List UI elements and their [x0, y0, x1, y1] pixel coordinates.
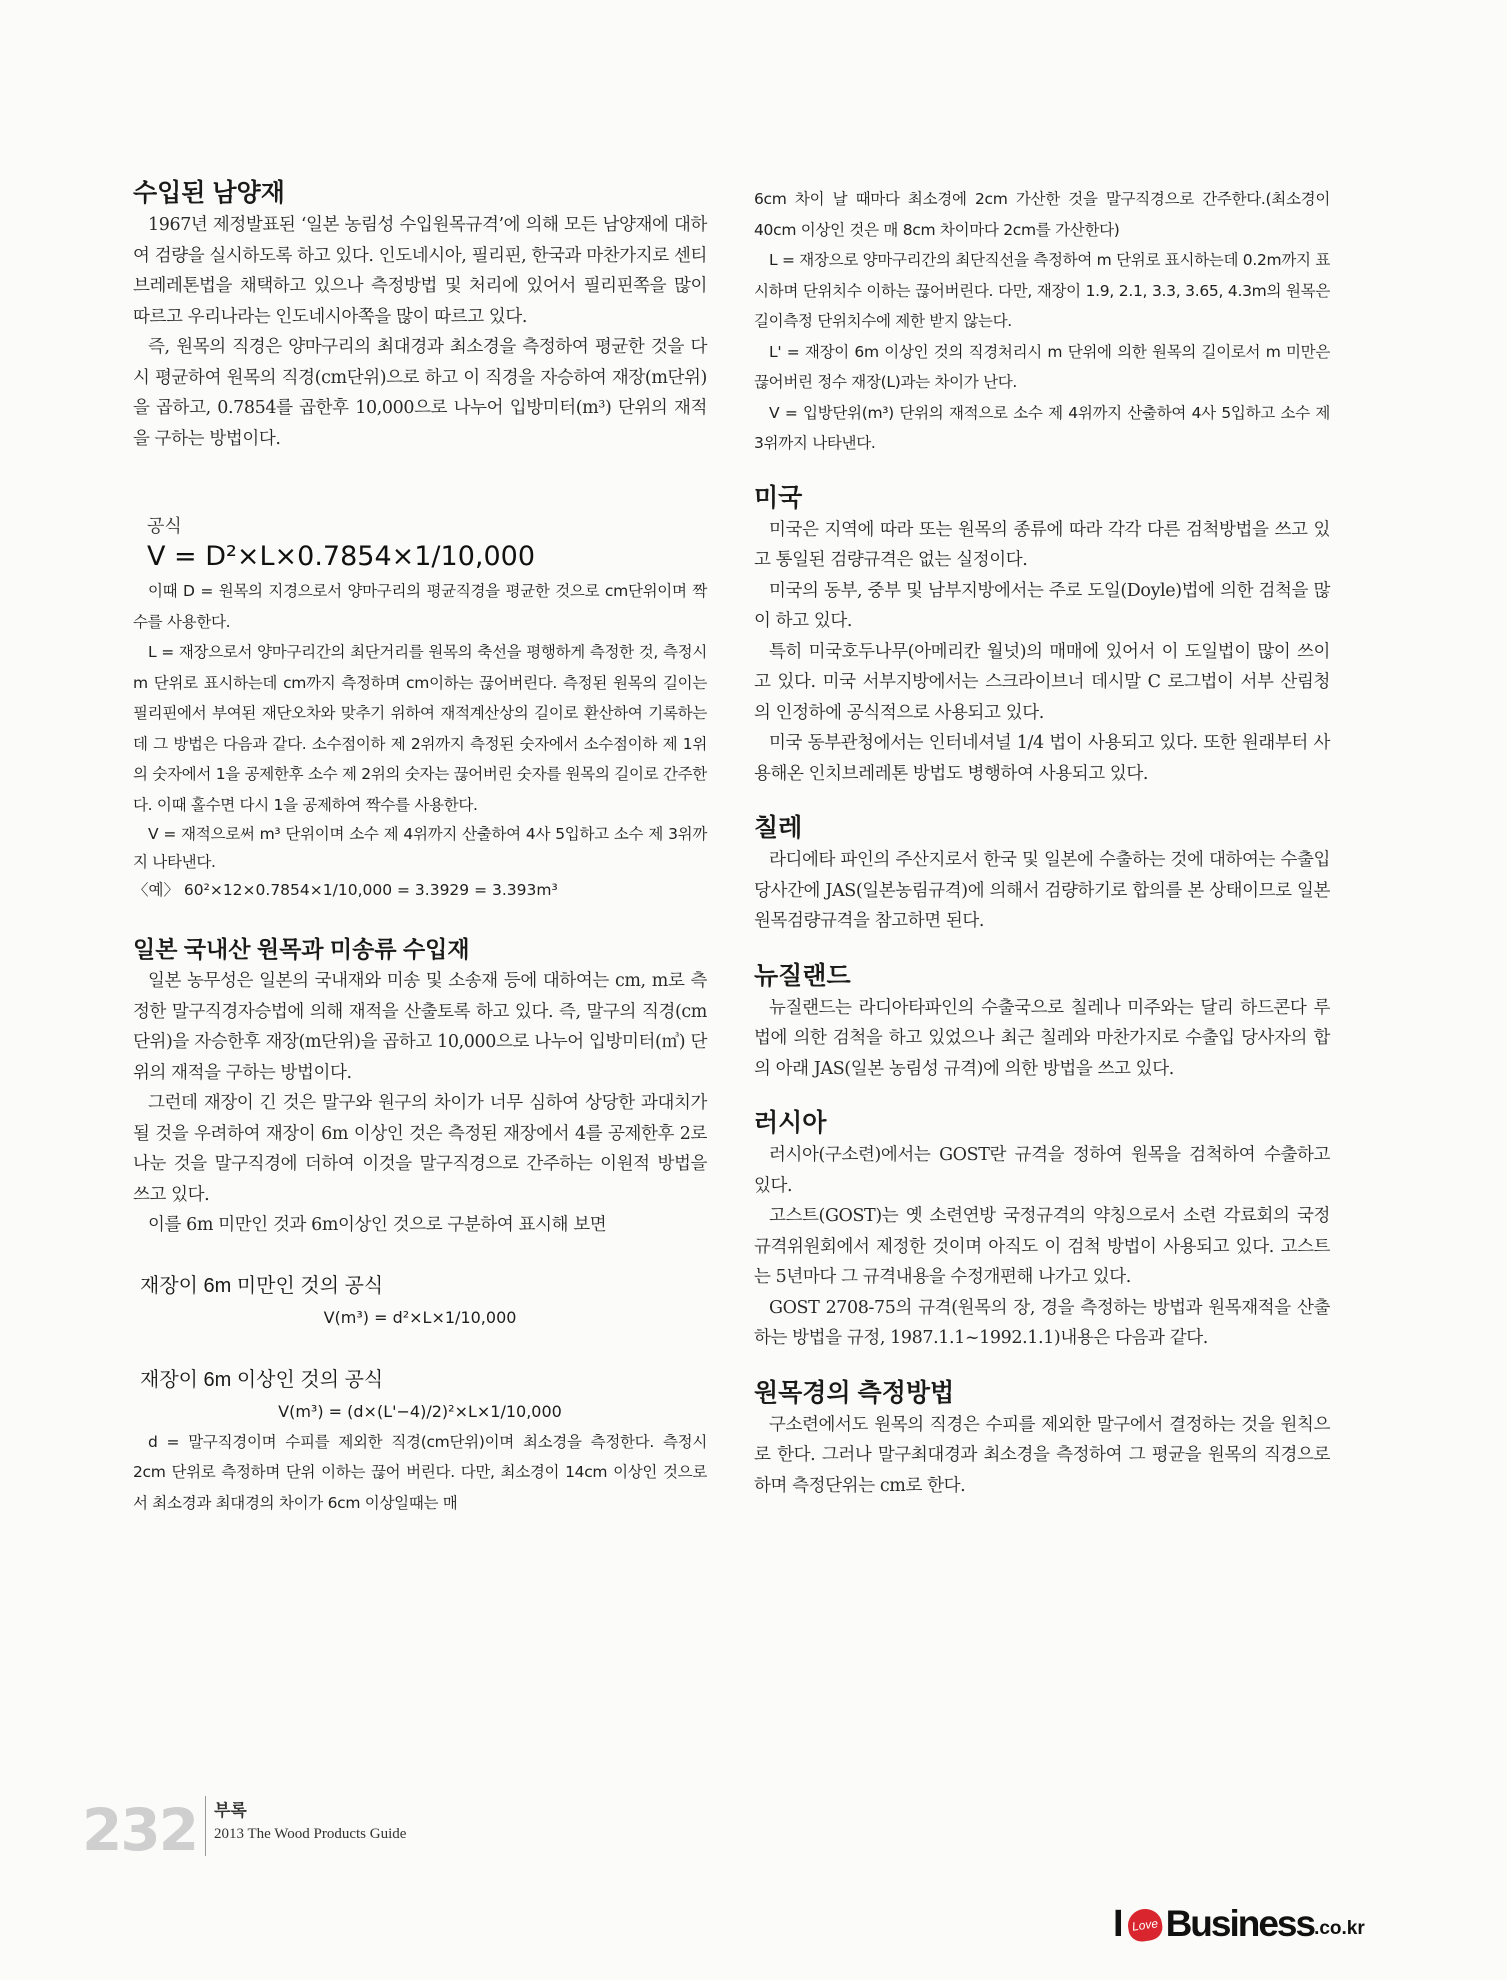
- formula-under-6m: V(m³) = d²×L×1/10,000: [323, 1307, 517, 1327]
- paragraph: 미국의 동부, 중부 및 남부지방에서는 주로 도일(Doyle)법에 의한 검척을 많이 하고 있다.: [754, 580, 1330, 631]
- paragraph: GOST 2708-75의 규격(원목의 장, 경을 측정하는 방법과 원목재적을 산출하는 방법을 규정, 1987.1.1~1992.1.1)내용은 다음과 같다.: [754, 1297, 1330, 1348]
- paragraph: L = 재장으로서 양마구리간의 최단거리를 원목의 축선을 평행하게 측정한 것, 측정시 m 단위로 표시하는데 cm까지 측정하며 cm이하는 끊어버린다. 측정된 원목의 길이는 필리핀에서 부여된 재단오차와 맞추기 위하여 재적계산상의 길이로 환산하여 기록하는데 그 방법은 다음과 같다. 소수점이하 제 2위까지 측정된 숫자에서 소수점이하 제 1위의 숫자에서 1을 공제한후 소수 제 2위의 숫자는 끊어버린 숫자를 원목의 길이로 간주한다. 이때 홀수면 다시 1을 공제하여 짝수를 사용한다.: [133, 643, 707, 814]
- paragraph: 미국은 지역에 따라 또는 원목의 종류에 따라 각각 다른 검척방법을 쓰고 있고 통일된 검량규격은 없는 실정이다.: [754, 519, 1330, 570]
- section-title-new-zealand: 뉴질랜드: [754, 961, 851, 990]
- paragraph: 뉴질랜드는 라디아타파인의 수출국으로 칠레나 미주와는 달리 하드콘다 루법에 의한 검척을 하고 있었으나 최근 칠레와 마찬가지로 수출입 당사자의 합의 아래 JAS(일본 농림성 규격)에 의한 방법을 쓰고 있다.: [754, 997, 1330, 1079]
- example-calculation: 〈예〉 60²×12×0.7854×1/10,000 = 3.3929 = 3.393m³: [133, 881, 558, 899]
- footer-section-label: 부록: [214, 1801, 247, 1820]
- footer-guide-title: 2013 The Wood Products Guide: [214, 1826, 407, 1842]
- paragraph: L' = 재장이 6m 이상인 것의 직경처리시 m 단위에 의한 원목의 길이로서 m 미만은 끊어버린 정수 재장(L)과는 차이가 난다.: [754, 342, 1330, 391]
- paragraph: 러시아(구소련)에서는 GOST란 규격을 정하여 원목을 검척하여 수출하고 있다.: [754, 1145, 1330, 1196]
- footer-divider: [205, 1796, 206, 1856]
- left-column: [133, 176, 707, 1518]
- paragraph: V = 재적으로써 m³ 단위이며 소수 제 4위까지 산출하여 4사 5입하고 소수 제 3위까지 나타낸다.: [133, 825, 707, 871]
- paragraph: 즉, 원목의 직경은 양마구리의 최대경과 최소경을 측정하여 평균한 것을 다시 평균하여 원목의 직경(cm단위)으로 하고 이 직경을 자승하여 재장(m단위)을 곱하고, 0.7854를 곱한후 10,000으로 나누어 입방미터(m³) 단위의 재적을 구하는 방법이다.: [133, 337, 707, 449]
- paragraph: 일본 농무성은 일본의 국내재와 미송 및 소송재 등에 대하여는 cm, m로 측정한 말구직경자승법에 의해 재적을 산출토록 하고 있다. 즉, 말구의 직경(cm단위)을 자승한후 재장(m단위)을 곱하고 10,000으로 나누어 입방미터(㎥) 단위의 재적을 구하는 방법이다.: [133, 971, 707, 1083]
- main-formula: V = D²×L×0.7854×1/10,000: [147, 541, 536, 572]
- subheading-over-6m: 재장이 6m 이상인 것의 공식: [140, 1368, 384, 1391]
- section-title-chile: 칠레: [754, 814, 803, 842]
- heart-icon: Love: [1126, 1907, 1164, 1943]
- paragraph: 이때 D = 원목의 지경으로서 양마구리의 평균직경을 평균한 것으로 cm단위이며 짝수를 사용한다.: [133, 582, 707, 631]
- paragraph: 6cm 차이 날 때마다 최소경에 2cm 가산한 것을 말구직경으로 간주한다.(최소경이 40cm 이상인 것은 매 8cm 차이마다 2cm를 가산한다): [754, 190, 1330, 239]
- paragraph: 라디에타 파인의 주산지로서 한국 및 일본에 수출하는 것에 대하여는 수출입 당사간에 JAS(일본농림규격)에 의해서 검량하기로 합의를 본 상태이므로 일본원목검량규격을 참고하면 된다.: [754, 850, 1330, 931]
- paragraph: 1967년 제정발표된 ‘일본 농림성 수입원목규격’에 의해 모든 남양재에 대하여 검량을 실시하도록 하고 있다. 인도네시아, 필리핀, 한국과 마찬가지로 센티 브레레톤법을 채택하고 있으나 측정방법 및 처리에 있어서 필리핀쪽을 많이 따르고 우리나라는 인도네시아쪽을 많이 따르고 있다.: [133, 215, 707, 327]
- section-title-russia: 러시아: [754, 1109, 827, 1137]
- paragraph: L = 재장으로 양마구리간의 최단직선을 측정하여 m 단위로 표시하는데 0.2m까지 표시하며 단위치수 이하는 끊어버린다. 다만, 재장이 1.9, 2.1, 3.3, 3.65, 4.3m의 원목은 길이측정 단위치수에 제한 받지 않는다.: [754, 251, 1330, 330]
- subheading-under-6m: 재장이 6m 미만인 것의 공식: [140, 1274, 384, 1297]
- paragraph: 구소련에서도 원목의 직경은 수피를 제외한 말구에서 결정하는 것을 원칙으로 한다. 그러나 말구최대경과 최소경을 측정하여 그 평균을 원목의 직경으로 하며 측정단위는 cm로 한다.: [754, 1414, 1330, 1496]
- section-title-log-diameter-method: 원목경의 측정방법: [754, 1378, 955, 1407]
- i-love-business-logo: [1113, 1905, 1365, 1943]
- right-column: [754, 184, 1330, 1501]
- paragraph: 특히 미국호두나무(아메리칸 월넛)의 매매에 있어서 이 도일법이 많이 쓰이고 있다. 미국 서부지방에서는 스크라이브너 데시말 C 로그법이 서부 산림청의 인정하에 공식적으로 사용되고 있다.: [754, 641, 1330, 723]
- paragraph: 그런데 재장이 긴 것은 말구와 원구의 차이가 너무 심하여 상당한 과대치가 될 것을 우려하여 재장이 6m 이상인 것은 측정된 재장에서 4를 공제한후 2로 나눈 것을 말구직경에 더하여 이것을 말구직경으로 간주하는 이원적 방법을 쓰고 있다.: [133, 1093, 707, 1205]
- page-number: 232: [82, 1796, 198, 1864]
- section-title-usa: 미국: [754, 483, 803, 512]
- paragraph: V = 입방단위(m³) 단위의 재적으로 소수 제 4위까지 산출하여 4사 5입하고 소수 제 3위까지 나타낸다.: [754, 403, 1330, 452]
- logo-domain: .co.kr: [1314, 1918, 1365, 1939]
- section-title-imported-south-sea: 수입된 남양재: [133, 179, 285, 207]
- logo-i: I: [1113, 1903, 1124, 1945]
- section-title-japan-domestic: 일본 국내산 원목과 미송류 수입재: [133, 936, 470, 962]
- formula-label: 공식: [147, 516, 182, 536]
- paragraph: d = 말구직경이며 수피를 제외한 직경(cm단위)이며 최소경을 측정한다. 측정시 2cm 단위로 측정하며 단위 이하는 끊어 버린다. 다만, 최소경이 14cm 이상인 것으로서 최소경과 최대경의 차이가 6cm 이상일때는 매: [133, 1432, 707, 1512]
- paragraph: 이를 6m 미만인 것과 6m이상인 것으로 구분하여 표시해 보면: [148, 1215, 607, 1235]
- logo-business: Business: [1165, 1903, 1315, 1944]
- paragraph: 미국 동부관청에서는 인터네셔널 1/4 법이 사용되고 있다. 또한 원래부터 사용해온 인치브레레톤 방법도 병행하여 사용되고 있다.: [754, 733, 1330, 784]
- paragraph: 고스트(GOST)는 옛 소련연방 국정규격의 약칭으로서 소련 각료회의 국정규격위원회에서 제정한 것이며 아직도 이 검척 방법이 사용되고 있다. 고스트는 5년마다 그 규격내용을 수정개편해 나가고 있다.: [754, 1206, 1330, 1287]
- formula-over-6m: V(m³) = (d×(L'−4)/2)²×L×1/10,000: [278, 1401, 562, 1421]
